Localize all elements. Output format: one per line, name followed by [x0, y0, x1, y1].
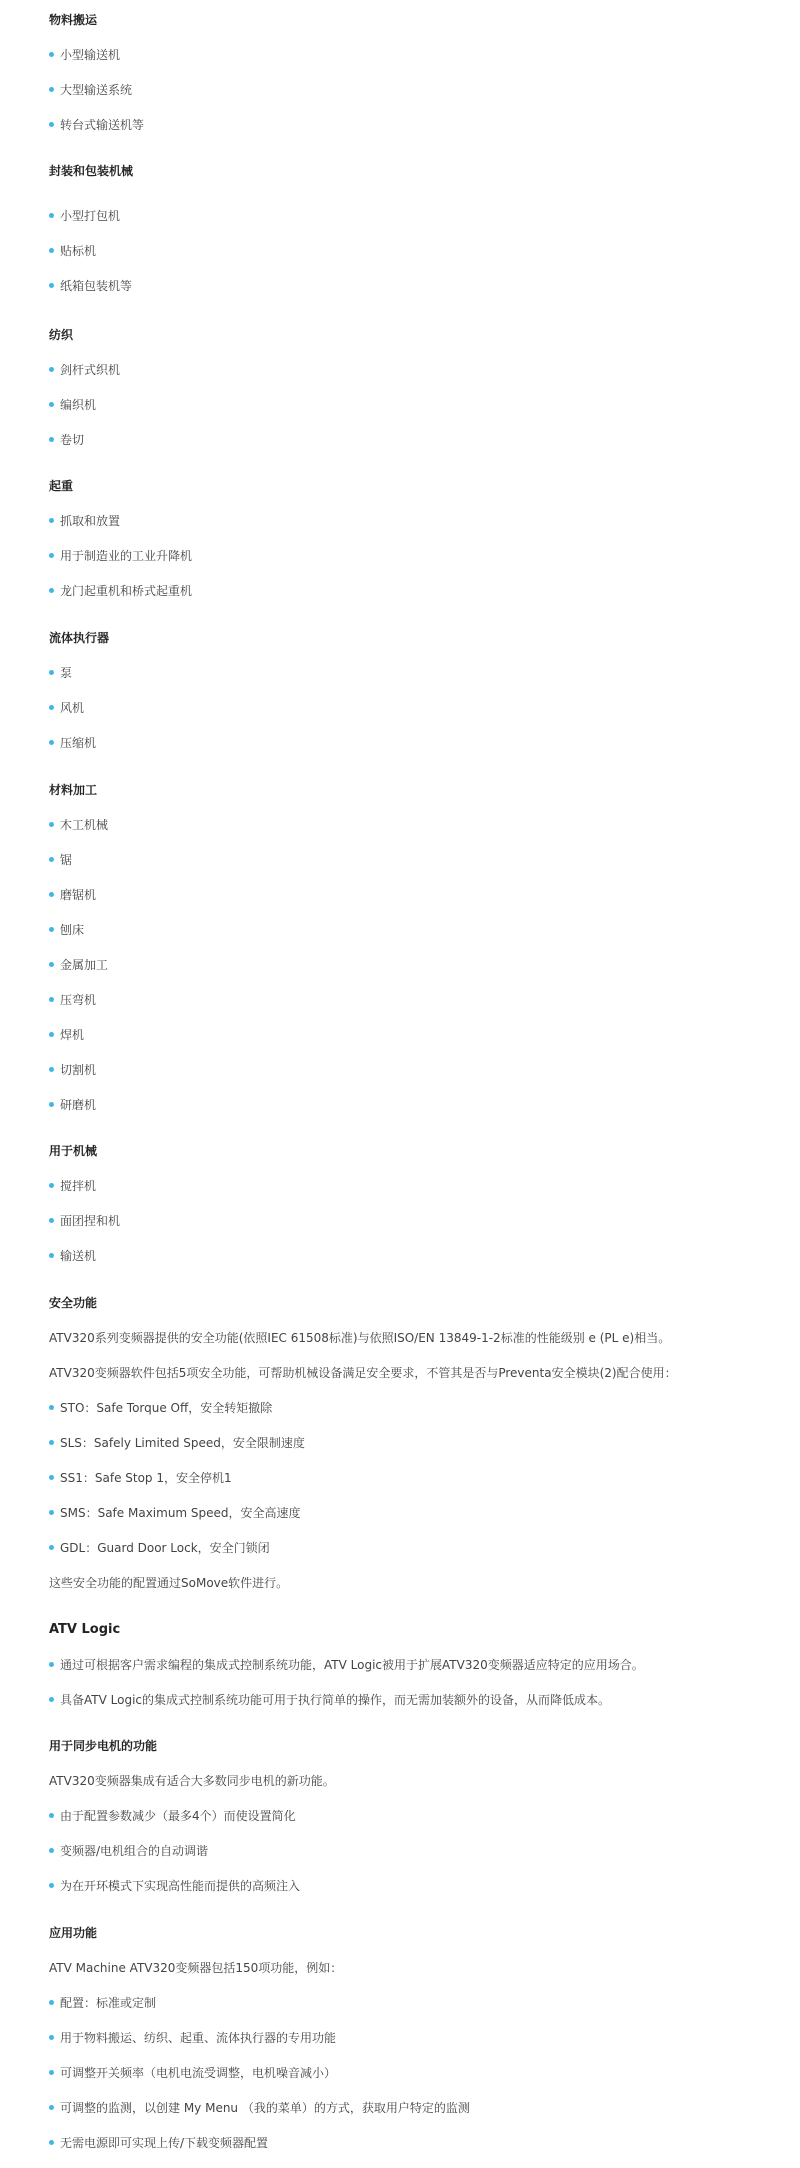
section-title: 纺织	[49, 328, 74, 342]
list-item: 通过可根据客户需求编程的集成式控制系统功能，ATV Logic被用于扩展ATV320变频器适应特定的应用场合。	[49, 1657, 644, 1673]
section-title: 封装和包装机械	[49, 164, 134, 178]
list-item: SMS：Safe Maximum Speed，安全高速度	[49, 1505, 301, 1521]
list-item: 研磨机	[49, 1097, 96, 1113]
section-title: 物料搬运	[49, 13, 98, 27]
section-title: ATV Logic	[49, 1622, 121, 1637]
bullet-icon	[49, 1032, 54, 1037]
list-item: 压缩机	[49, 735, 96, 751]
bullet-icon	[49, 1883, 54, 1888]
list-item: 龙门起重机和桥式起重机	[49, 583, 192, 599]
list-item: 剑杆式织机	[49, 362, 120, 378]
list-item: 小型打包机	[49, 208, 120, 224]
list-item: 大型输送系统	[49, 82, 132, 98]
bullet-icon	[49, 1440, 54, 1445]
bullet-icon	[49, 588, 54, 593]
bullet-icon	[49, 1475, 54, 1480]
list-item: 无需电源即可实现上传/下载变频器配置	[49, 2135, 268, 2151]
bullet-icon	[49, 1848, 54, 1853]
bullet-icon	[49, 1183, 54, 1188]
list-item: 变频器/电机组合的自动调谐	[49, 1843, 208, 1859]
list-item: 磨锯机	[49, 887, 96, 903]
list-item: 具备ATV Logic的集成式控制系统功能可用于执行简单的操作，而无需加装额外的设备，从而降低成本。	[49, 1692, 610, 1708]
list-item: 压弯机	[49, 992, 96, 1008]
bullet-icon	[49, 367, 54, 372]
paragraph: ATV Machine ATV320变频器包括150项功能，例如：	[49, 1961, 343, 1975]
paragraph: ATV320系列变频器提供的安全功能(依照IEC 61508标准)与依照ISO/EN 13849-1-2标准的性能级别 e (PL e)相当。	[49, 1331, 671, 1345]
bullet-icon	[49, 2000, 54, 2005]
bullet-icon	[49, 1510, 54, 1515]
bullet-icon	[49, 927, 54, 932]
bullet-icon	[49, 2105, 54, 2110]
bullet-icon	[49, 892, 54, 897]
list-item: SS1：Safe Stop 1，安全停机1	[49, 1470, 232, 1486]
list-item: 风机	[49, 700, 84, 716]
section-title: 流体执行器	[49, 631, 110, 645]
list-item: 转台式输送机等	[49, 117, 144, 133]
bullet-icon	[49, 1405, 54, 1410]
bullet-icon	[49, 962, 54, 967]
bullet-icon	[49, 87, 54, 92]
list-item: 锯	[49, 852, 72, 868]
bullet-icon	[49, 1697, 54, 1702]
section-title: 用于同步电机的功能	[49, 1739, 158, 1753]
bullet-icon	[49, 1253, 54, 1258]
list-item: 小型输送机	[49, 47, 120, 63]
list-item: 输送机	[49, 1248, 96, 1264]
list-item: 泵	[49, 665, 72, 681]
list-item: 由于配置参数减少（最多4个）而使设置简化	[49, 1808, 296, 1824]
list-item: 用于物料搬运、纺织、起重、流体执行器的专用功能	[49, 2030, 336, 2046]
section-title: 起重	[49, 479, 74, 493]
bullet-icon	[49, 740, 54, 745]
list-item: 用于制造业的工业升降机	[49, 548, 192, 564]
list-item: 贴标机	[49, 243, 96, 259]
list-item: 配置：标准或定制	[49, 1995, 156, 2011]
bullet-icon	[49, 1102, 54, 1107]
paragraph: 这些安全功能的配置通过SoMove软件进行。	[49, 1576, 289, 1590]
list-item: 卷切	[49, 432, 84, 448]
bullet-icon	[49, 437, 54, 442]
paragraph: ATV320变频器集成有适合大多数同步电机的新功能。	[49, 1774, 335, 1788]
bullet-icon	[49, 248, 54, 253]
list-item: 木工机械	[49, 817, 108, 833]
list-item: 面团捏和机	[49, 1213, 120, 1229]
list-item: 刨床	[49, 922, 84, 938]
bullet-icon	[49, 1662, 54, 1667]
list-item: SLS：Safely Limited Speed，安全限制速度	[49, 1435, 305, 1451]
bullet-icon	[49, 283, 54, 288]
bullet-icon	[49, 705, 54, 710]
bullet-icon	[49, 52, 54, 57]
list-item: 可调整开关频率（电机电流受调整，电机噪音减小）	[49, 2065, 336, 2081]
bullet-icon	[49, 1813, 54, 1818]
list-item: 切割机	[49, 1062, 96, 1078]
bullet-icon	[49, 122, 54, 127]
bullet-icon	[49, 1545, 54, 1550]
list-item: 焊机	[49, 1027, 84, 1043]
list-item: 金属加工	[49, 957, 108, 973]
bullet-icon	[49, 213, 54, 218]
paragraph: ATV320变频器软件包括5项安全功能，可帮助机械设备满足安全要求，不管其是否与Preventa安全模块(2)配合使用：	[49, 1366, 677, 1380]
bullet-icon	[49, 670, 54, 675]
bullet-icon	[49, 857, 54, 862]
section-title: 材料加工	[49, 783, 98, 797]
list-item: 搅拌机	[49, 1178, 96, 1194]
list-item: 可调整的监测，以创建 My Menu （我的菜单）的方式，获取用户特定的监测	[49, 2100, 470, 2116]
bullet-icon	[49, 553, 54, 558]
list-item: 纸箱包装机等	[49, 278, 132, 294]
section-title: 安全功能	[49, 1296, 98, 1310]
bullet-icon	[49, 2140, 54, 2145]
bullet-icon	[49, 2035, 54, 2040]
bullet-icon	[49, 2070, 54, 2075]
bullet-icon	[49, 997, 54, 1002]
list-item: 为在开环模式下实现高性能而提供的高频注入	[49, 1878, 300, 1894]
bullet-icon	[49, 518, 54, 523]
section-title: 用于机械	[49, 1144, 98, 1158]
section-title: 应用功能	[49, 1926, 98, 1940]
list-item: GDL：Guard Door Lock，安全门锁闭	[49, 1540, 270, 1556]
list-item: 抓取和放置	[49, 513, 120, 529]
bullet-icon	[49, 1067, 54, 1072]
bullet-icon	[49, 822, 54, 827]
list-item: 编织机	[49, 397, 96, 413]
list-item: STO：Safe Torque Off，安全转矩撤除	[49, 1400, 272, 1416]
bullet-icon	[49, 1218, 54, 1223]
bullet-icon	[49, 402, 54, 407]
